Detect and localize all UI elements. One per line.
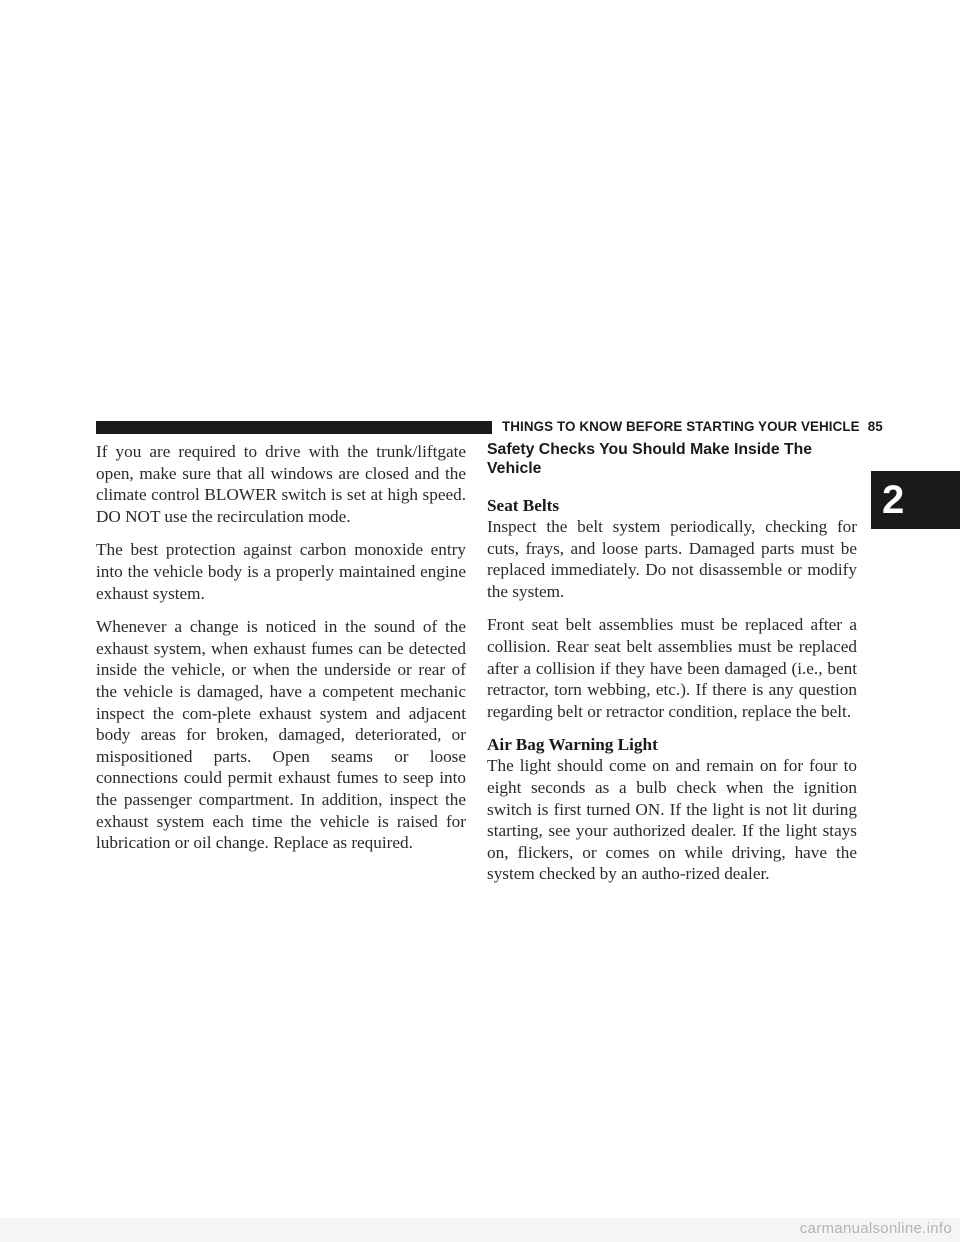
header-title: THINGS TO KNOW BEFORE STARTING YOUR VEHICLE <box>502 419 860 434</box>
seat-belts-heading: Seat Belts <box>487 496 560 515</box>
watermark-strip <box>0 1218 960 1242</box>
watermark-text: carmanualsonline.info <box>799 1220 952 1237</box>
paragraph-exhaust-inspection: Whenever a change is noticed in the sound of the exhaust system, when exhaust fumes can be detected inside the vehicle, or when the underside or rear of the vehicle is damaged, have a competent mechanic inspect the com-plete exhaust system and adjacent body areas for broken, damaged, deteriorated, or mispositioned parts. Open seams or loose connections could permit exhaust fumes to seep into the passenger compartment. In addition, inspect the exhaust system each time the vehicle is raised for lubrication or oil change. Replace as required. <box>96 617 466 853</box>
paragraph-exhaust-protection: The best protection against carbon monoxide entry into the vehicle body is a properly maintained engine exhaust system. <box>96 540 466 603</box>
section-heading: Safety Checks You Should Make Inside The Vehicle <box>487 441 813 477</box>
seat-belts-paragraph-1: Inspect the belt system periodically, checking for cuts, frays, and loose parts. Damaged parts must be replaced immediately. Do not disassemble or modify the system. <box>487 517 857 601</box>
chapter-tab: 2 <box>871 471 960 529</box>
running-header <box>502 418 883 436</box>
air-bag-paragraph: The light should come on and remain on for four to eight seconds as a bulb check when the ignition switch is first turned ON. If the light is not lit during starting, see your authorized dealer. If the light stays on, flickers, or comes on while driving, have the system checked by an autho-rized dealer. <box>487 756 857 884</box>
page-number: 85 <box>867 419 883 434</box>
left-column <box>96 441 466 866</box>
air-bag-heading: Air Bag Warning Light <box>487 735 658 755</box>
header-rule <box>96 421 492 434</box>
right-column <box>487 441 857 897</box>
seat-belts-paragraph-2: Front seat belt assemblies must be replaced after a collision. Rear seat belt assemblies must be replaced after a collision if they have been damaged (i.e., bent retractor, torn webbing, etc.). If there is any question regarding belt or retractor condition, replace the belt. <box>487 615 857 721</box>
paragraph-trunk-open: If you are required to drive with the trunk/liftgate open, make sure that all windows are closed and the climate control BLOWER switch is set at high speed. DO NOT use the recirculation mode. <box>96 442 466 526</box>
